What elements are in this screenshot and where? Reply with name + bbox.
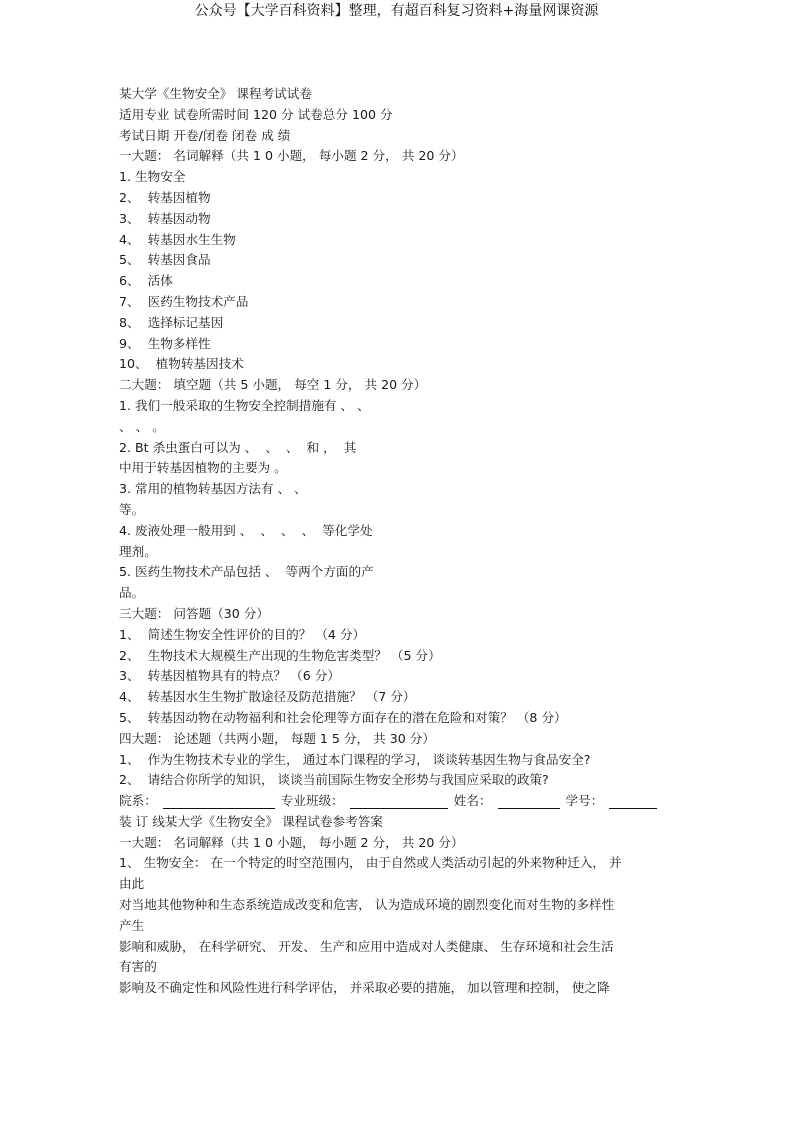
section-2-heading: 二大题： 填空题（共 5 小题， 每空 1 分， 共 20 分） [119,377,427,393]
term-item: 8、 选择标记基因 [119,314,224,330]
answer-text-line: 影响及不确定性和风险性进行科学评估， 并采取必要的措施， 加以管理和控制， 使之降 [119,980,610,996]
section-1-heading: 一大题： 名词解释（共 1 0 小题， 每小题 2 分， 共 20 分） [119,148,464,164]
question-item: 2、 生物技术大规模生产出现的生物危害类型？ （5 分） [119,647,441,663]
answer-key-title: 装 订 线某大学《生物安全》 课程试卷参考答案 [119,813,383,829]
answer-text-line: 有害的 [119,959,157,975]
exam-title: 某大学《生物安全》 课程考试试卷 [119,86,312,101]
term-item: 1. 生物安全 [119,169,186,185]
fill-blank-line: 品。 [119,585,145,601]
exam-meta-line-2: 考试日期 开卷/闭卷 闭卷 成 绩 [119,127,291,143]
student-id-field[interactable] [609,794,657,809]
fill-blank-line: 3. 常用的植物转基因方法有 、 、 [119,481,307,497]
term-item: 9、 生物多样性 [119,335,211,351]
department-field[interactable] [163,794,275,809]
answer-text-line: 产生 [119,917,145,933]
term-item: 4、 转基因水生生物 [119,231,236,247]
document-body [119,84,689,999]
term-item: 6、 活体 [119,273,173,289]
exam-meta-line-1: 适用专业 试卷所需时间 120 分 试卷总分 100 分 [119,106,393,122]
fill-blank-line: 理剂。 [119,543,157,559]
fill-blank-line: 中用于转基因植物的主要为 。 [119,460,287,476]
student-id-label: 学号： [565,793,604,809]
term-item: 5、 转基因食品 [119,252,211,268]
term-item: 2、 转基因植物 [119,189,211,205]
class-label: 专业班级： [280,793,344,809]
answer-text-line: 由此 [119,876,145,892]
student-info-form [119,791,689,812]
fill-blank-line: 4. 废液处理一般用到 、 、 、 、 等化学处 [119,522,373,538]
question-item: 3、 转基因植物具有的特点？ （6 分） [119,668,340,684]
page-header-banner: 公众号【大学百科资料】整理，有超百科复习资料+海量网课资源 [194,3,599,19]
term-item: 3、 转基因动物 [119,210,211,226]
term-item: 10、 植物转基因技术 [119,356,244,372]
fill-blank-line: 2. Bt 杀虫蛋白可以为 、 、 、 和 ， 其 [119,439,357,455]
department-label: 院系： [119,793,157,809]
fill-blank-line: 1. 我们一般采取的生物安全控制措施有 、 、 [119,397,370,413]
essay-item: 1、 作为生物技术专业的学生， 通过本门课程的学习， 谈谈转基因生物与食品安全? [119,751,591,767]
fill-blank-line: 、 、 。 [119,418,165,434]
section-3-heading: 三大题： 问答题（30 分） [119,605,269,621]
answer-text-line: 影响和威胁， 在科学研究、 开发、 生产和应用中造成对人类健康、 生存环境和社会生活 [119,938,614,954]
fill-blank-line: 5. 医药生物技术产品包括 、 等两个方面的产 [119,564,374,580]
question-item: 1、 简述生物安全性评价的目的？ （4 分） [119,626,366,642]
answer-section-1-heading: 一大题： 名词解释（共 1 0 小题， 每小题 2 分， 共 20 分） [119,834,464,850]
fill-blank-line: 等。 [119,501,145,517]
term-item: 7、 医药生物技术产品 [119,293,249,309]
answer-text-line: 1、 生物安全： 在一个特定的时空范围内， 由于自然或人类活动引起的外来物种迁入， 并 [119,855,622,871]
answer-text-line: 对当地其他物种和生态系统造成改变和危害， 认为造成环境的剧烈变化而对生物的多样性 [119,897,615,913]
section-4-heading: 四大题： 论述题（共两小题， 每题 1 5 分， 共 30 分） [119,730,435,746]
question-item: 4、 转基因水生生物扩散途径及防范措施？ （7 分） [119,689,416,705]
essay-item: 2、 请结合你所学的知识， 谈谈当前国际生物安全形势与我国应采取的政策? [119,772,549,788]
name-label: 姓名： [453,793,492,809]
name-field[interactable] [498,794,560,809]
class-field[interactable] [350,794,448,809]
question-item: 5、 转基因动物在动物福利和社会伦理等方面存在的潜在危险和对策？ （8 分） [119,709,567,725]
